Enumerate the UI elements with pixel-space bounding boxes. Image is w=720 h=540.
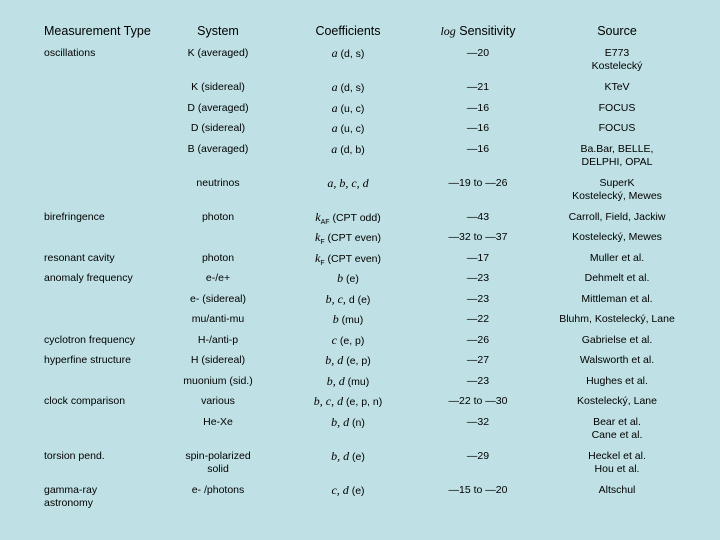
table-row: [30, 102, 696, 123]
header-source: Source: [597, 24, 637, 38]
log-sensitivity-cell: —21: [466, 81, 490, 93]
system-cell: mu/anti-mu: [191, 313, 245, 325]
coefficient-symbol: a: [331, 121, 338, 135]
system-cell: H-/anti-p: [197, 333, 239, 346]
system-cell: spin-polarized solid: [185, 449, 251, 475]
system-cell: neutrinos: [196, 176, 240, 189]
table-row: [30, 416, 696, 450]
table-row: [30, 450, 696, 484]
log-sensitivity-cell: —27: [466, 354, 490, 366]
coefficients-cell: [278, 143, 418, 177]
coefficient-particles: (CPT odd): [332, 211, 381, 224]
system-cell: photon: [201, 251, 235, 264]
coefficient-symbol: b: [337, 271, 344, 285]
coefficients-cell: [278, 47, 418, 81]
table-row: [30, 122, 696, 143]
source-cell: Carroll, Field, Jackiw: [568, 210, 666, 223]
coefficient-subscript: AF: [320, 218, 330, 226]
table-row: [30, 81, 696, 102]
table-row: [30, 293, 696, 314]
source-cell: Kostelecký, Lane: [577, 395, 657, 407]
measurement-type-cell: [30, 293, 158, 314]
source-cell: Gabrielse et al.: [581, 333, 653, 346]
coefficients-cell: [278, 293, 418, 314]
coefficients-cell: [278, 272, 418, 293]
coefficient-symbol: a: [331, 46, 338, 60]
coefficient-symbol: k: [314, 230, 321, 244]
log-sensitivity-cell: —23: [466, 374, 490, 387]
source-cell: Walsworth et al.: [579, 354, 655, 366]
source-cell: KTeV: [604, 81, 630, 93]
measurement-type-cell: [30, 416, 158, 450]
coefficient-particles: (CPT even): [327, 252, 382, 265]
coefficient-symbol: a: [331, 141, 338, 156]
header-log: log: [440, 24, 456, 38]
coefficient-symbol: b, d: [326, 373, 345, 388]
measurement-type-cell: [30, 143, 158, 177]
system-cell: K (averaged): [187, 47, 249, 59]
coefficient-symbol: b: [332, 312, 339, 326]
header-log-sensitivity: [418, 22, 538, 47]
log-sensitivity-cell: —29: [466, 449, 490, 462]
log-sensitivity-cell: —15 to —20: [448, 483, 508, 496]
coefficients-cell: [278, 231, 418, 252]
log-sensitivity-cell: —16: [466, 142, 490, 155]
table-row: [30, 375, 696, 396]
system-cell: various: [201, 395, 235, 407]
source-cell: Mittleman et al.: [581, 292, 653, 305]
log-sensitivity-cell: —43: [466, 210, 490, 223]
system-cell: e- /photons: [191, 483, 245, 496]
source-cell: E773 Kostelecký: [591, 47, 643, 72]
coefficients-cell: [278, 81, 418, 102]
coefficient-symbol: a, b, c, d: [327, 175, 369, 190]
measurement-type-cell: [30, 231, 158, 252]
table-row: [30, 143, 696, 177]
table-body: [30, 47, 696, 514]
coefficient-symbol: c: [331, 332, 337, 347]
coefficient-symbol: b, d: [325, 353, 344, 367]
log-sensitivity-cell: —32: [466, 415, 490, 428]
table-row: [30, 211, 696, 232]
system-cell: e-/e+: [205, 272, 231, 284]
coefficient-particles: (e, p): [339, 334, 365, 347]
table-row: [30, 177, 696, 211]
coefficient-particles: (u, c): [340, 102, 365, 115]
coefficients-cell: [278, 177, 418, 211]
source-cell: Bluhm, Kostelecký, Lane: [559, 313, 675, 325]
coefficient-particles: (CPT even): [327, 232, 382, 244]
source-cell: Altschul: [598, 483, 636, 496]
coefficient-symbol: c, d: [331, 482, 349, 497]
measurement-type-cell: cyclotron frequency: [44, 333, 136, 346]
coefficients-cell: [278, 375, 418, 396]
source-cell: Bear et al. Cane et al.: [591, 415, 643, 441]
coefficient-symbol: b, c, d: [313, 394, 344, 408]
log-sensitivity-cell: —20: [466, 47, 490, 59]
system-cell: K (sidereal): [191, 81, 245, 93]
log-sensitivity-cell: —22: [466, 313, 490, 325]
system-cell: He-Xe: [203, 415, 233, 428]
coefficient-particles: (u, c): [340, 123, 365, 135]
table-row: [30, 354, 696, 375]
measurement-type-cell: resonant cavity: [44, 251, 115, 264]
table-row: [30, 313, 696, 334]
measurement-type-cell: torsion pend.: [44, 449, 105, 462]
coefficient-symbol: a: [331, 100, 338, 115]
coefficient-particles: (e, p, n): [346, 396, 383, 408]
source-cell: Heckel et al. Hou et al.: [588, 449, 646, 475]
measurement-type-cell: [30, 313, 158, 334]
source-cell: Ba.Bar, BELLE, DELPHI, OPAL: [580, 142, 654, 168]
header-system: System: [197, 24, 239, 38]
source-cell: Muller et al.: [589, 251, 645, 264]
coefficients-cell: [278, 211, 418, 232]
table-row: [30, 334, 696, 355]
system-cell: photon: [201, 210, 235, 223]
log-sensitivity-cell: —26: [466, 333, 490, 346]
system-cell: muonium (sid.): [183, 374, 253, 387]
coefficient-particles: (n): [352, 416, 365, 429]
measurement-type-cell: gamma-ray astronomy: [44, 483, 98, 509]
coefficient-symbol: b, c,: [325, 291, 346, 306]
system-cell: D (sidereal): [190, 122, 246, 134]
coefficients-cell: [278, 416, 418, 450]
system-cell: H (sidereal): [190, 354, 246, 366]
lorentz-violation-table: [30, 22, 696, 514]
system-cell: e- (sidereal): [189, 292, 247, 305]
table-row: [30, 484, 696, 514]
source-cell: Kostelecký, Mewes: [572, 231, 662, 243]
coefficient-particles: (mu): [341, 314, 364, 326]
measurement-type-cell: [30, 81, 158, 102]
measurement-type-cell: clock comparison: [44, 395, 126, 407]
coefficient-symbol: k: [314, 250, 321, 265]
header-measurement-type: Measurement Type: [44, 24, 151, 38]
coefficient-particles: d (e): [348, 293, 371, 306]
measurement-type-cell: anomaly frequency: [44, 272, 133, 284]
measurement-type-cell: [30, 102, 158, 123]
coefficient-subscript: F: [320, 259, 325, 267]
log-sensitivity-cell: —17: [466, 251, 490, 264]
coefficients-cell: [278, 252, 418, 273]
system-cell: B (averaged): [187, 142, 249, 155]
coefficient-particles: (mu): [347, 375, 370, 388]
measurement-type-cell: [30, 375, 158, 396]
coefficient-particles: (e): [346, 273, 359, 285]
log-sensitivity-cell: —23: [466, 272, 490, 284]
source-cell: Dehmelt et al.: [584, 272, 650, 284]
log-sensitivity-cell: —32 to —37: [448, 231, 508, 243]
coefficients-cell: [278, 334, 418, 355]
log-sensitivity-cell: —23: [466, 292, 490, 305]
table-row: [30, 272, 696, 293]
source-cell: FOCUS: [598, 101, 636, 114]
coefficient-particles: (d, b): [340, 143, 365, 156]
measurement-type-cell: [30, 122, 158, 143]
table-row: [30, 47, 696, 81]
coefficient-symbol: a: [331, 80, 338, 94]
log-sensitivity-cell: —16: [466, 101, 490, 114]
coefficients-cell: [278, 484, 418, 514]
coefficients-cell: [278, 450, 418, 484]
table-row: [30, 252, 696, 273]
coefficient-particles: (e, p): [346, 355, 371, 367]
measurement-type-cell: [30, 177, 158, 211]
measurement-type-cell: birefringence: [44, 210, 105, 223]
coefficient-particles: (d, s): [340, 48, 365, 60]
coefficient-subscript: F: [320, 239, 325, 247]
source-cell: FOCUS: [598, 122, 636, 134]
table-row: [30, 231, 696, 252]
system-cell: [158, 231, 278, 252]
coefficients-cell: [278, 395, 418, 416]
measurement-type-cell: hyperfine structure: [44, 354, 131, 366]
log-sensitivity-cell: —19 to —26: [448, 176, 508, 189]
measurement-type-cell: oscillations: [44, 47, 96, 59]
header-sensitivity: Sensitivity: [459, 24, 516, 38]
header-row: [30, 22, 696, 47]
coefficient-particles: (d, s): [340, 82, 365, 94]
coefficient-particles: (e): [352, 450, 365, 463]
header-coefficients: Coefficients: [315, 24, 381, 38]
coefficient-symbol: k: [315, 209, 321, 224]
table-row: [30, 395, 696, 416]
coefficients-cell: [278, 122, 418, 143]
log-sensitivity-cell: —22 to —30: [448, 395, 508, 407]
coefficient-particles: (e): [351, 484, 365, 497]
coefficient-symbol: b, d: [331, 448, 350, 463]
coefficients-cell: [278, 102, 418, 123]
system-cell: D (averaged): [187, 101, 249, 114]
coefficients-cell: [278, 313, 418, 334]
source-cell: Hughes et al.: [586, 374, 648, 387]
log-sensitivity-cell: —16: [466, 122, 490, 134]
coefficients-cell: [278, 354, 418, 375]
source-cell: SuperK Kostelecký, Mewes: [572, 176, 662, 202]
coefficient-symbol: b, d: [331, 414, 350, 429]
